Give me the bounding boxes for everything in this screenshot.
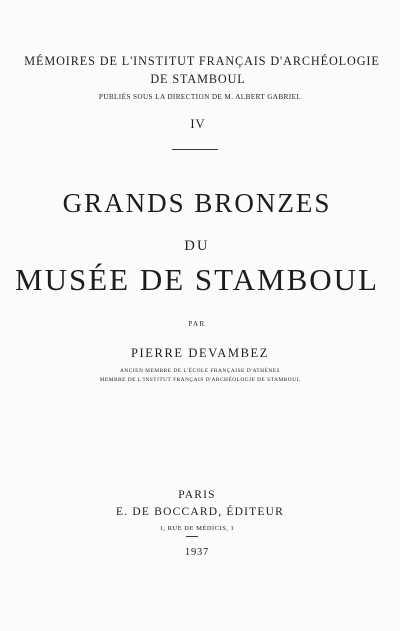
divider-top	[172, 149, 218, 150]
volume-number: IV	[190, 117, 206, 131]
book-title-line-2: DU	[184, 238, 210, 254]
book-title-line-1: GRANDS BRONZES	[62, 188, 332, 218]
imprint-city: PARIS	[178, 489, 216, 501]
imprint-publisher: E. DE BOCCARD, ÉDITEUR	[116, 506, 284, 518]
by-label: PAR	[188, 320, 206, 328]
book-title-line-3: MUSÉE DE STAMBOUL	[15, 262, 379, 297]
series-title-line-2: DE STAMBOUL	[150, 72, 246, 86]
imprint-year: 1937	[184, 547, 210, 558]
author-credential-2: MEMBRE DE L'INSTITUT FRANÇAIS D'ARCHÉOLOGIE DE STAMBOUL	[99, 377, 301, 383]
series-title-line-1: MÉMOIRES DE L'INSTITUT FRANÇAIS D'ARCHÉOLOGIE	[24, 54, 380, 68]
author-credential-1: ANCIEN MEMBRE DE L'ÉCOLE FRANÇAISE D'ATHÈNES	[119, 368, 281, 374]
divider-bottom	[186, 536, 198, 537]
author-name: PIERRE DEVAMBEZ	[130, 346, 269, 360]
series-direction: PUBLIÉS SOUS LA DIRECTION DE M. ALBERT GABRIEL	[98, 93, 302, 101]
imprint-address: 1, RUE DE MÉDICIS, 1	[159, 525, 235, 532]
